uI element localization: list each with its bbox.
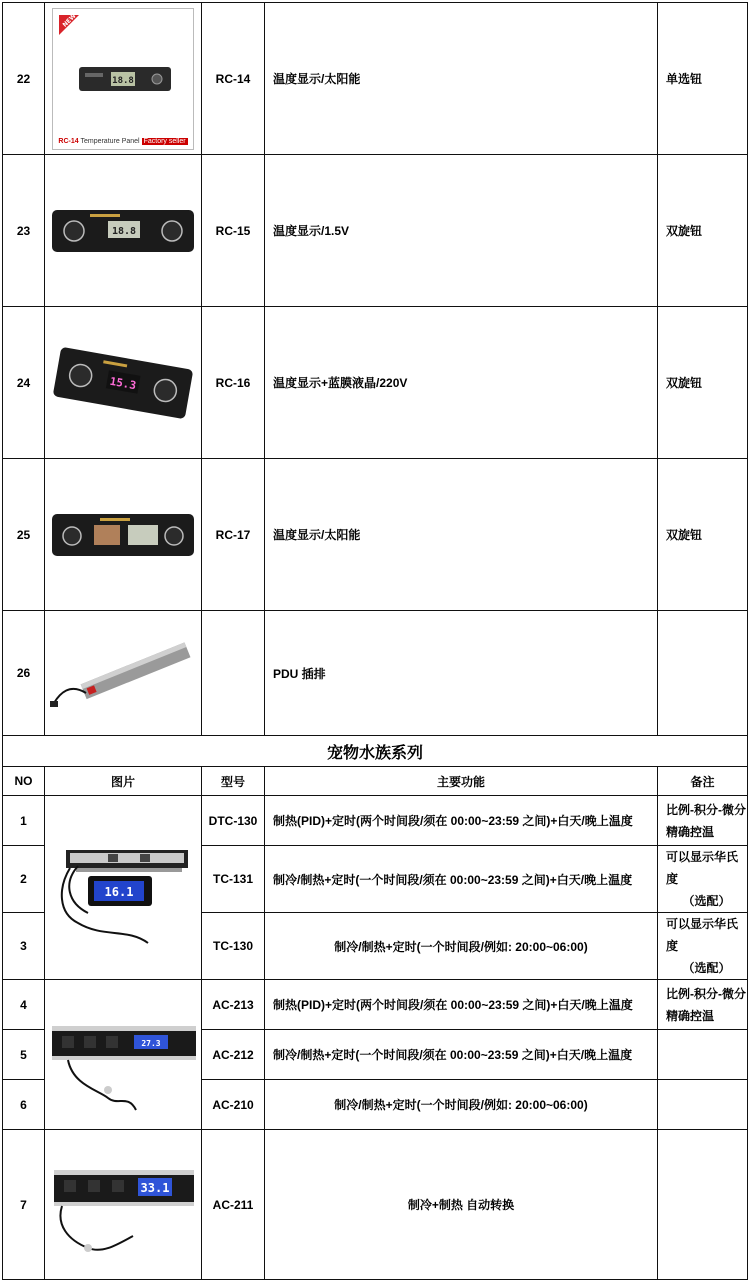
model-cell: AC-210 xyxy=(202,1080,265,1130)
row-number: 2 xyxy=(3,846,45,913)
rc15-photo xyxy=(50,206,196,256)
lcd-readout: 18.8 xyxy=(111,225,137,237)
model-cell: AC-211 xyxy=(202,1130,265,1280)
rc14-photo xyxy=(53,9,193,149)
model-cell: RC-16 xyxy=(202,307,265,459)
row-number: 22 xyxy=(3,3,45,155)
lcd-readout: 27.3 xyxy=(141,1038,161,1048)
note-cell: 单选钮 xyxy=(658,3,748,155)
dtc-controller-image xyxy=(45,796,202,980)
table-row xyxy=(3,307,748,459)
table-row xyxy=(3,980,748,1030)
ac212-photo xyxy=(48,990,198,1120)
note-cell xyxy=(658,1080,748,1130)
rc14-panel-image xyxy=(45,3,202,155)
note-cell: 比例-积分-微分 精确控温 xyxy=(658,980,748,1030)
pdu-photo xyxy=(50,623,196,723)
function-cell: 制热(PID)+定时(两个时间段/须在 00:00~23:59 之间)+白天/晚上温度 xyxy=(265,980,658,1030)
section-title-row xyxy=(3,736,748,767)
model-cell xyxy=(202,611,265,736)
rc15-panel-image xyxy=(45,155,202,307)
table-row xyxy=(3,459,748,611)
function-cell: 制冷/制热+定时(一个时间段/须在 00:00~23:59 之间)+白天/晚上温度 xyxy=(265,846,658,913)
model-cell: RC-17 xyxy=(202,459,265,611)
function-cell: 温度显示/太阳能 xyxy=(265,459,658,611)
row-number: 4 xyxy=(3,980,45,1030)
function-cell: 制冷/制热+定时(一个时间段/须在 00:00~23:59 之间)+白天/晚上温度 xyxy=(265,1030,658,1080)
note-cell: 可以显示华氏度 （选配） xyxy=(658,846,748,913)
model-cell: AC-212 xyxy=(202,1030,265,1080)
model-cell: TC-131 xyxy=(202,846,265,913)
table-row xyxy=(3,1130,748,1280)
section-title: 宠物水族系列 xyxy=(3,736,748,767)
lcd-readout: 33.1 xyxy=(140,1180,170,1195)
function-cell: 温度显示+蓝膜液晶/220V xyxy=(265,307,658,459)
table-row xyxy=(3,796,748,846)
note-cell xyxy=(658,611,748,736)
row-number: 5 xyxy=(3,1030,45,1080)
lcd-readout: 15.3 xyxy=(108,374,138,392)
header-no: NO xyxy=(3,767,45,796)
note-cell: 双旋钮 xyxy=(658,459,748,611)
model-cell: DTC-130 xyxy=(202,796,265,846)
rc17-photo xyxy=(50,510,196,560)
header-row xyxy=(3,767,748,796)
row-number: 25 xyxy=(3,459,45,611)
note-cell xyxy=(658,1130,748,1280)
header-image: 图片 xyxy=(45,767,202,796)
row-number: 23 xyxy=(3,155,45,307)
header-note: 备注 xyxy=(658,767,748,796)
row-number: 26 xyxy=(3,611,45,736)
function-cell: 制冷/制热+定时(一个时间段/例如: 20:00~06:00) xyxy=(265,1080,658,1130)
lcd-readout: 16.1 xyxy=(104,884,134,899)
function-cell: 温度显示/太阳能 xyxy=(265,3,658,155)
model-cell: TC-130 xyxy=(202,913,265,980)
note-cell: 比例-积分-微分 精确控温 xyxy=(658,796,748,846)
model-cell: RC-14 xyxy=(202,3,265,155)
row-number: 7 xyxy=(3,1130,45,1280)
dtc-photo xyxy=(48,828,198,948)
rc16-photo xyxy=(50,338,196,428)
note-cell: 可以显示华氏度 （选配） xyxy=(658,913,748,980)
new-badge: NEW xyxy=(61,12,78,29)
product-table xyxy=(2,2,748,1280)
row-number: 6 xyxy=(3,1080,45,1130)
photo-caption: RC-14 Temperature Panel Factory seller xyxy=(58,137,186,145)
product-photo-frame xyxy=(52,8,194,150)
model-cell: AC-213 xyxy=(202,980,265,1030)
pdu-strip-image xyxy=(45,611,202,736)
function-cell: 制热(PID)+定时(两个时间段/须在 00:00~23:59 之间)+白天/晚上温度 xyxy=(265,796,658,846)
ac-controller-image xyxy=(45,980,202,1130)
note-cell xyxy=(658,1030,748,1080)
header-model: 型号 xyxy=(202,767,265,796)
ac211-photo xyxy=(48,1140,198,1270)
model-cell: RC-15 xyxy=(202,155,265,307)
row-number: 24 xyxy=(3,307,45,459)
header-function: 主要功能 xyxy=(265,767,658,796)
function-cell: 制冷/制热+定时(一个时间段/例如: 20:00~06:00) xyxy=(265,913,658,980)
table-row xyxy=(3,3,748,155)
note-cell: 双旋钮 xyxy=(658,155,748,307)
function-cell: 制冷+制热 自动转换 xyxy=(265,1130,658,1280)
table-row xyxy=(3,611,748,736)
note-cell: 双旋钮 xyxy=(658,307,748,459)
rc17-panel-image xyxy=(45,459,202,611)
function-cell: PDU 插排 xyxy=(265,611,658,736)
ac211-controller-image xyxy=(45,1130,202,1280)
lcd-readout: 18.8 xyxy=(112,75,134,86)
rc16-panel-image xyxy=(45,307,202,459)
function-cell: 温度显示/1.5V xyxy=(265,155,658,307)
row-number: 1 xyxy=(3,796,45,846)
table-row xyxy=(3,155,748,307)
row-number: 3 xyxy=(3,913,45,980)
